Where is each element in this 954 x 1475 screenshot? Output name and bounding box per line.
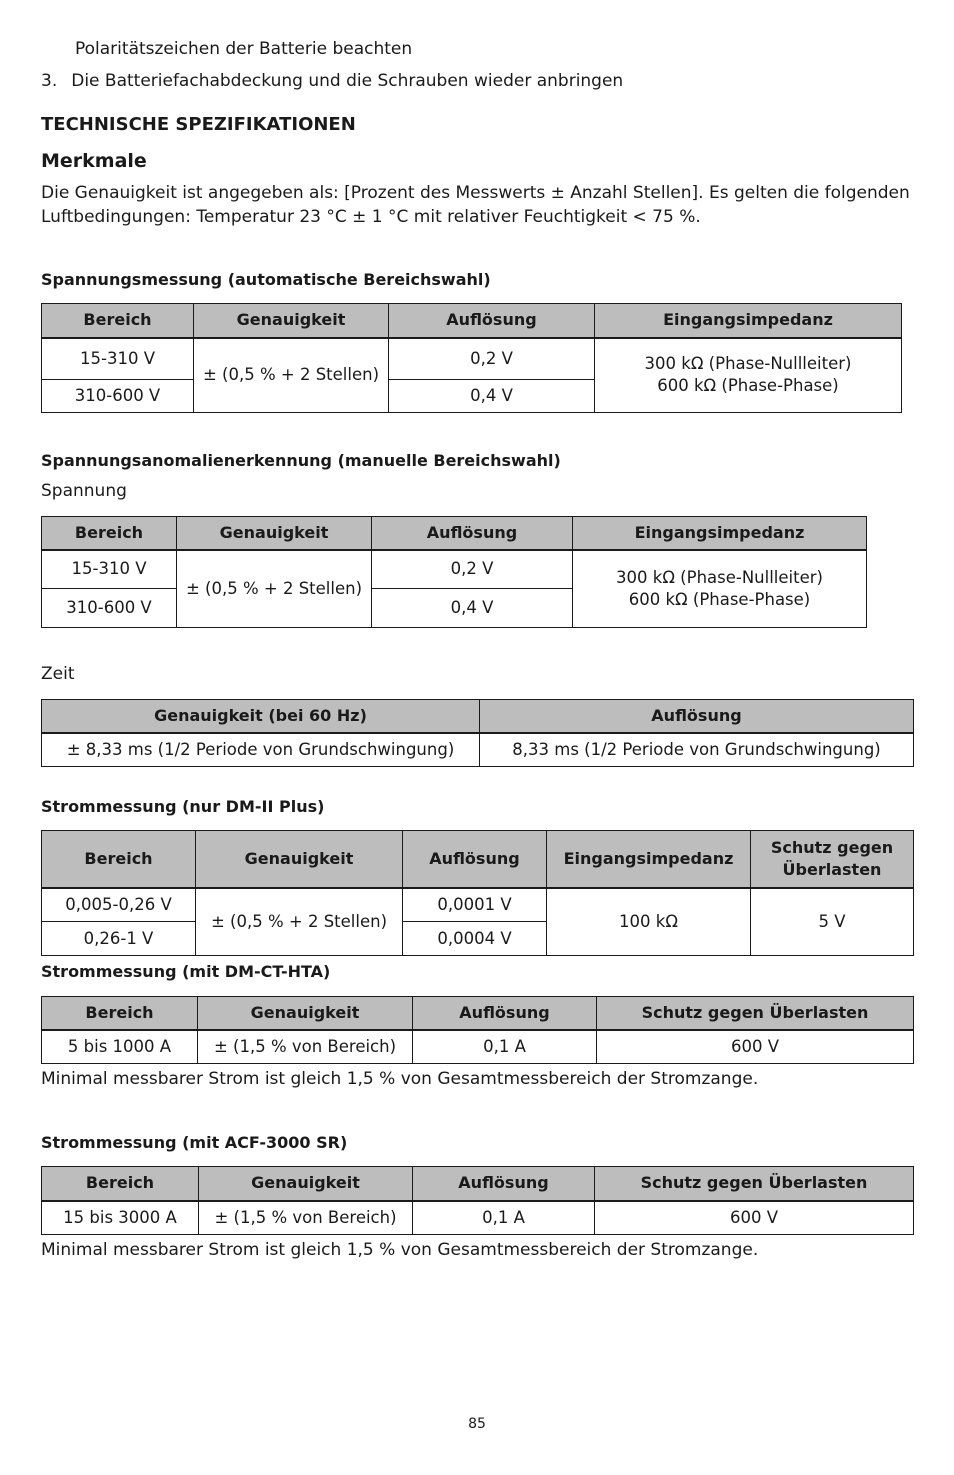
voltage-anomaly-table [41,516,867,628]
step-3 [41,69,623,93]
header-impedance: Eingangsimpedanz [595,304,902,338]
table-cell-resolution: 0,1 A [413,1030,597,1064]
table-cell-resolution: 0,0004 V [403,922,547,956]
table-cell-accuracy: ± 8,33 ms (1/2 Periode von Grundschwingung) [42,733,480,767]
header-resolution: Auflösung [403,831,547,888]
header-overload: Schutz gegen Überlasten [597,997,914,1030]
table-cell-resolution: 0,4 V [389,380,595,413]
header-range: Bereich [42,517,177,550]
table-cell-impedance [573,550,867,628]
header-resolution: Auflösung [372,517,573,550]
time-table [41,699,914,767]
voltage-auto-title: Spannungsmessung (automatische Bereichswahl) [41,270,491,289]
header-accuracy: Genauigkeit [196,831,403,888]
table-cell-overload: 5 V [751,888,914,956]
header-range: Bereich [42,304,194,338]
table-cell-range: 5 bis 1000 A [42,1030,198,1064]
voltage-auto-table [41,303,902,413]
current-acf-table [41,1166,914,1235]
table-cell-range: 15-310 V [42,338,194,380]
subsection-title: Merkmale [41,150,147,172]
manual-page [41,0,913,1475]
table-cell-accuracy: ± (0,5 % + 2 Stellen) [194,338,389,413]
header-overload: Schutz gegen Überlasten [751,831,914,888]
header-impedance: Eingangsimpedanz [573,517,867,550]
page-number: 85 [468,1416,486,1432]
table-cell-impedance [595,338,902,413]
table-cell-range: 310-600 V [42,380,194,413]
header-accuracy: Genauigkeit [194,304,389,338]
table-cell-impedance: 100 kΩ [547,888,751,956]
table-cell-range: 15 bis 3000 A [42,1201,199,1235]
table-cell-resolution: 8,33 ms (1/2 Periode von Grundschwingung) [480,733,914,767]
current-dm2-table [41,830,914,956]
accuracy-note: Die Genauigkeit ist angegeben als: [Prozent des Messwerts ± Anzahl Stellen]. Es gelten die folgenden Luftbedingungen: Temperatur 23 °C ± 1 °C mit relativer Feuchtigkeit < 75 %. [41,183,910,227]
voltage-anomaly-label: Spannung [41,481,127,501]
header-overload: Schutz gegen Überlasten [595,1167,914,1201]
table-cell-overload: 600 V [595,1201,914,1235]
current-hta-table [41,996,914,1064]
step-number: 3. [41,71,58,91]
current-dm2-title: Strommessung (nur DM-II Plus) [41,797,325,816]
impedance-line: 300 kΩ (Phase-Nullleiter) [644,354,852,374]
intro-line: Polaritätszeichen der Batterie beachten [75,39,413,59]
table-cell-range: 15-310 V [42,550,177,589]
current-hta-title: Strommessung (mit DM-CT-HTA) [41,962,331,981]
table-cell-accuracy: ± (1,5 % von Bereich) [198,1030,413,1064]
table-cell-range: 0,26-1 V [42,922,196,956]
header-range: Bereich [42,1167,199,1201]
current-acf-title: Strommessung (mit ACF-3000 SR) [41,1133,348,1152]
impedance-line: 600 kΩ (Phase-Phase) [657,376,839,396]
table-cell-range: 0,005-0,26 V [42,888,196,922]
table-cell-accuracy: ± (0,5 % + 2 Stellen) [196,888,403,956]
table-cell-overload: 600 V [597,1030,914,1064]
header-range: Bereich [42,997,198,1030]
voltage-anomaly-title: Spannungsanomalienerkennung (manuelle Bereichswahl) [41,451,561,470]
current-hta-note: Minimal messbarer Strom ist gleich 1,5 % von Gesamtmessbereich der Stromzange. [41,1069,759,1089]
table-cell-resolution: 0,1 A [413,1201,595,1235]
table-cell-resolution: 0,4 V [372,589,573,628]
header-resolution: Auflösung [389,304,595,338]
table-cell-range: 310-600 V [42,589,177,628]
time-label: Zeit [41,664,75,684]
section-title: TECHNISCHE SPEZIFIKATIONEN [41,114,356,135]
header-range: Bereich [42,831,196,888]
header-resolution: Auflösung [480,700,914,733]
table-cell-accuracy: ± (0,5 % + 2 Stellen) [177,550,372,628]
table-cell-accuracy: ± (1,5 % von Bereich) [199,1201,413,1235]
step-text: Die Batteriefachabdeckung und die Schrauben wieder anbringen [71,71,624,91]
header-resolution: Auflösung [413,997,597,1030]
impedance-line: 600 kΩ (Phase-Phase) [628,589,811,609]
header-accuracy: Genauigkeit [198,997,413,1030]
current-acf-note: Minimal messbarer Strom ist gleich 1,5 % von Gesamtmessbereich der Stromzange. [41,1240,759,1260]
header-accuracy: Genauigkeit [199,1167,413,1201]
header-resolution: Auflösung [413,1167,595,1201]
header-accuracy: Genauigkeit (bei 60 Hz) [42,700,480,733]
impedance-line: 300 kΩ (Phase-Nullleiter) [616,567,823,587]
header-accuracy: Genauigkeit [177,517,372,550]
table-cell-resolution: 0,2 V [389,338,595,380]
table-cell-resolution: 0,2 V [372,550,573,589]
header-impedance: Eingangsimpedanz [547,831,751,888]
table-cell-resolution: 0,0001 V [403,888,547,922]
